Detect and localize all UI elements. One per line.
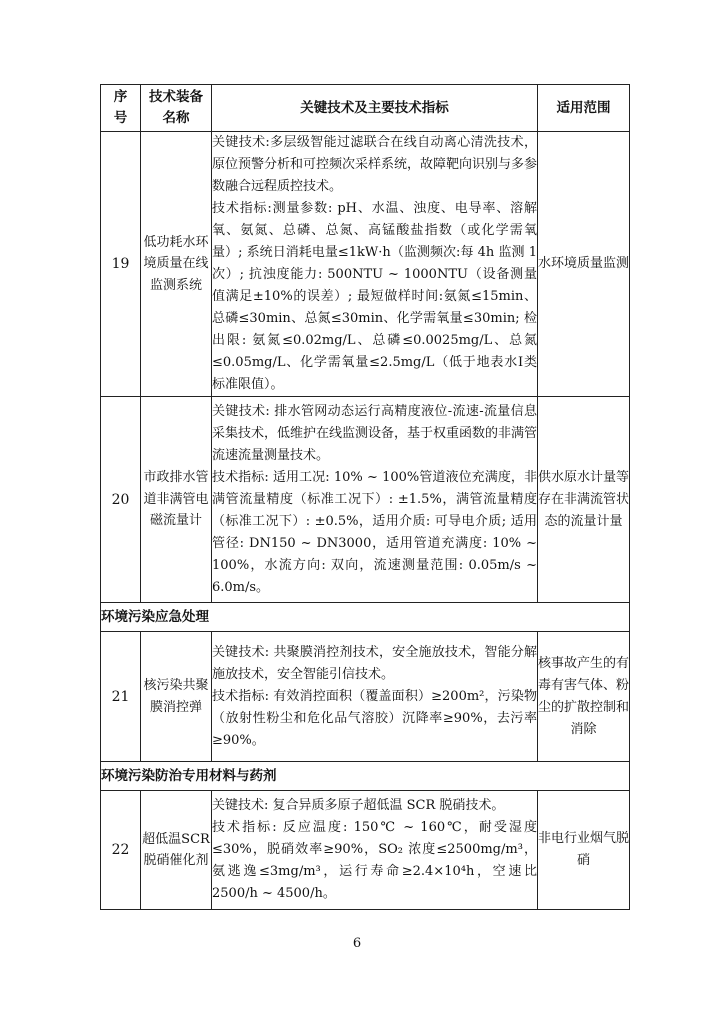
table-row	[101, 632, 630, 762]
application-scope: 水环境质量监测	[538, 132, 630, 397]
equipment-name: 市政排水管道非满管电磁流量计	[141, 397, 212, 603]
page-number: 6	[352, 936, 362, 951]
table-row	[101, 791, 630, 910]
key-technology-cell	[212, 397, 538, 603]
application-scope: 供水原水计量等存在非满流管状态的流量计量	[538, 397, 630, 603]
section-title: 环境污染应急处理	[101, 603, 630, 632]
key-technology-text: 关键技术: 复合异质多原子超低温 SCR 脱硝技术。	[212, 798, 505, 813]
row-number: 22	[101, 791, 141, 910]
key-technology-text: 关键技术: 排水管网动态运行高精度液位-流速-流量信息采集技术，低维护在线监测设备，基于权重函数的非满管流速流量测量技术。	[212, 403, 538, 463]
technical-indicators-text: 技术指标: 反应温度: 150℃ ~ 160℃，耐受湿度≤30%，脱硝效率≥90%，SO₂ 浓度≤2500mg/m³，氨逃逸≤3mg/m³，运行寿命≥2.4×10⁴h，空速比 2500/h ~ 4500/h。	[212, 820, 537, 901]
table-row	[101, 397, 630, 603]
key-technology-cell	[212, 132, 538, 397]
table-header-row	[101, 85, 630, 132]
equipment-name: 核污染共聚膜消控弹	[141, 632, 212, 762]
technology-table	[100, 84, 630, 910]
technical-indicators-text: 技术指标:测量参数: pH、水温、浊度、电导率、溶解氧、氨氮、总磷、总氮、高锰酸盐指数（或化学需氧量）; 系统日消耗电量≤1kW·h（监测频次:每 4h 监测 1 次）; 抗浊度能力: 500NTU ~ 1000NTU（设备测量值满足±10%的误差）; 最短做样时间:氨氮≤15min、总磷≤30min、总氮≤30min、化学需氧量≤30min; 检出限: 氨氮≤0.02mg/L、总磷≤0.0025mg/L、总氮≤0.05mg/L、化学需氧量≤2.5mg/L（低于地表水I类标准限值）。	[212, 201, 537, 392]
table-row	[101, 132, 630, 397]
application-scope: 核事故产生的有毒有害气体、粉尘的扩散控制和消除	[538, 632, 630, 762]
header-scope: 适用范围	[538, 85, 630, 132]
technical-indicators-text: 技术指标: 适用工况: 10% ~ 100%管道液位充满度，非满管流量精度（标准工况下）: ±1.5%，满管流量精度（标准工况下）: ±0.5%，适用介质: 可导电介质; 适用管径: DN150 ~ DN3000，适用管道充满度: 10% ~ 100%，水流方向: 双向，流速测量范围: 0.05m/s ~ 6.0m/s。	[212, 469, 537, 595]
section-row	[101, 603, 630, 632]
section-row	[101, 762, 630, 791]
header-key-tech: 关键技术及主要技术指标	[212, 85, 538, 132]
technical-indicators-text: 技术指标: 有效消控面积（覆盖面积）≥200m²，污染物（放射性粉尘和危化品气溶胶）沉降率≥90%，去污率≥90%。	[212, 688, 537, 748]
header-no: 序号	[101, 85, 141, 132]
row-number: 20	[101, 397, 141, 603]
key-technology-cell	[212, 632, 538, 762]
application-scope: 非电行业烟气脱硝	[538, 791, 630, 910]
key-technology-text: 关键技术:多层级智能过滤联合在线自动离心清洗技术，原位预警分析和可控频次采样系统，故障靶向识别与多参数融合远程质控技术。	[212, 135, 538, 194]
row-number: 21	[101, 632, 141, 762]
key-technology-cell	[212, 791, 538, 910]
section-title: 环境污染防治专用材料与药剂	[101, 762, 630, 791]
equipment-name: 超低温SCR 脱硝催化剂	[141, 791, 212, 910]
equipment-name: 低功耗水环境质量在线监测系统	[141, 132, 212, 397]
header-name: 技术装备名称	[141, 85, 212, 132]
row-number: 19	[101, 132, 141, 397]
key-technology-text: 关键技术: 共聚膜消控剂技术，安全施放技术，智能分解施放技术，安全智能引信技术。	[212, 644, 537, 682]
